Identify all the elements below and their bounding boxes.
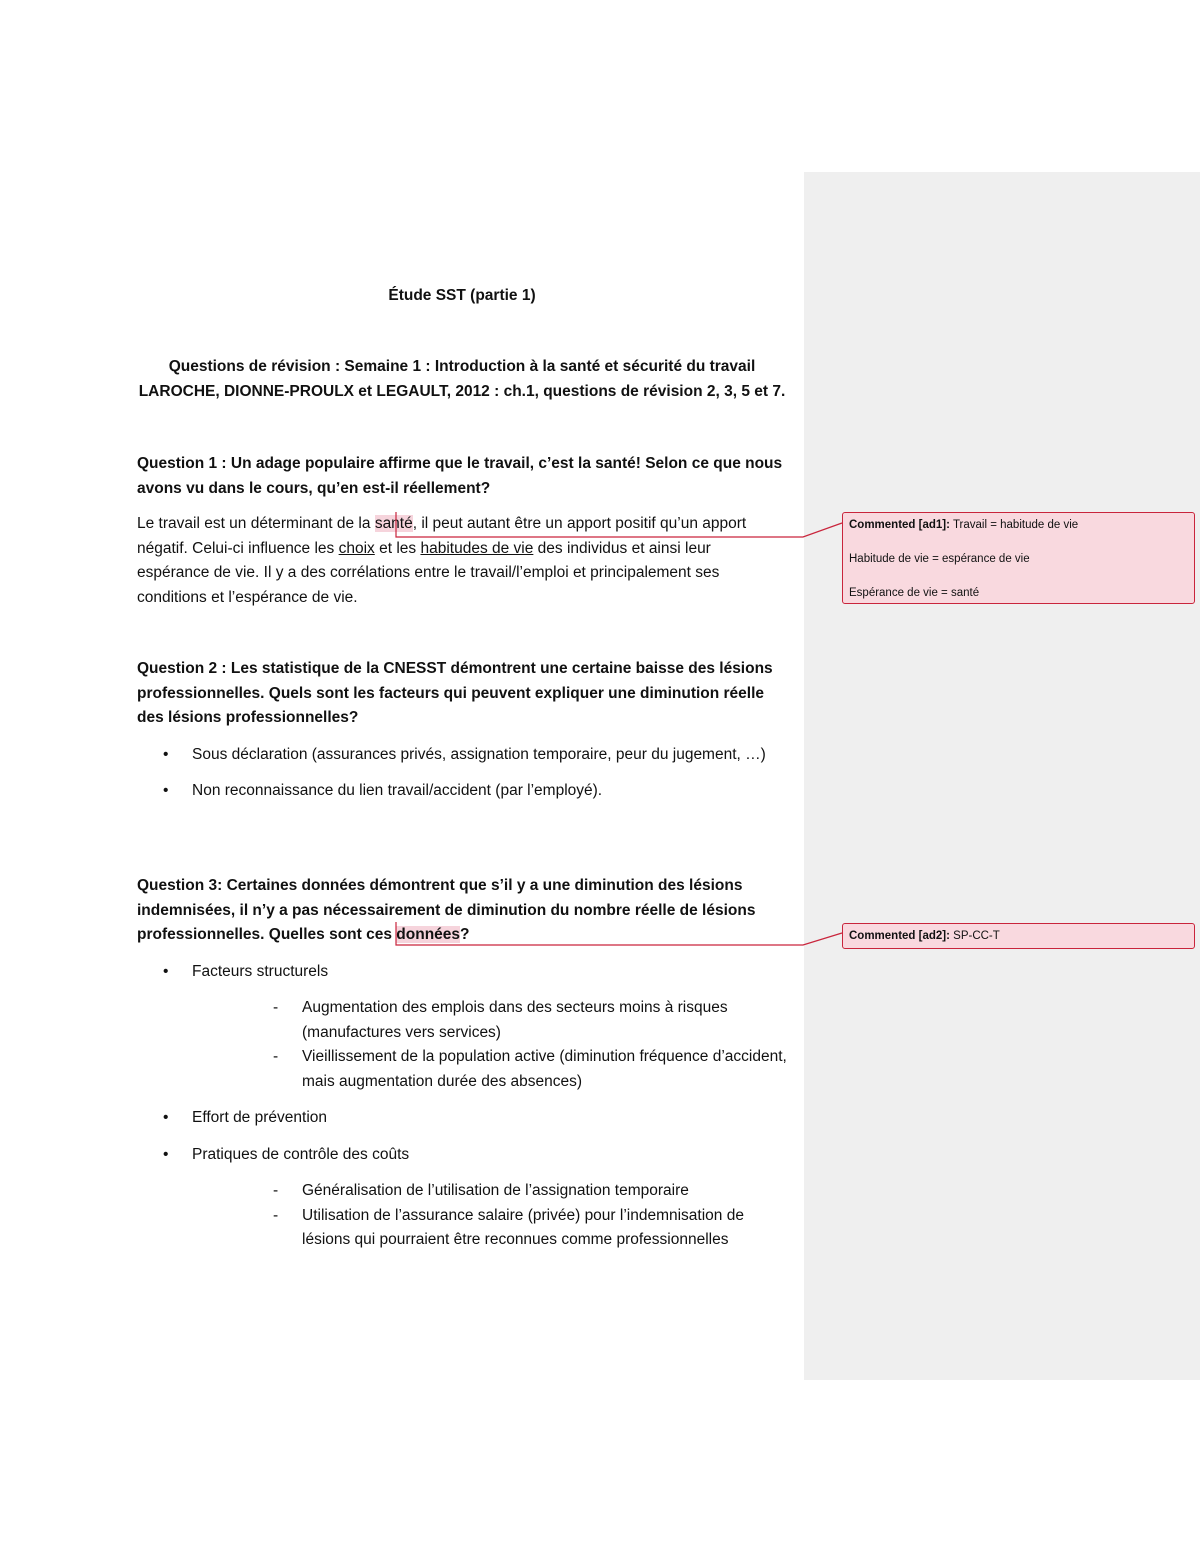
answer-1-text-a: Le travail est un déterminant de la (137, 515, 375, 532)
comment-anchor-ad1[interactable]: santé (374, 515, 413, 532)
comment-text: SP-CC-T (953, 930, 1000, 942)
list-item: • Facteurs structurels (137, 960, 787, 985)
comment-text: Travail = habitude de vie (952, 519, 1079, 531)
document-title: Étude SST (partie 1) (388, 287, 536, 304)
question-3-text-a: Question 3: Certaines données démontrent que s’il y a une diminution des lésions indemnisées, il n’y a pas nécessairement de diminution du nombre réelle de lésions professionnelles. Quelles sont ces (137, 877, 756, 943)
list-item: - Vieillissement de la population active (diminution fréquence d’accident, mais augmentation durée des absences) (137, 1045, 787, 1094)
list-item: • Non reconnaissance du lien travail/accident (par l’employé). (137, 779, 787, 804)
comment-label: Commented [ad2]: (849, 930, 950, 942)
list-item: - Généralisation de l’utilisation de l’assignation temporaire (137, 1179, 787, 1204)
comment-label: Commented [ad1]: (849, 519, 950, 531)
comment-text: Habitude de vie = espérance de vie (849, 553, 1030, 565)
answer-1-underlined-habitudes: habitudes de vie (420, 539, 534, 557)
comment-anchor-ad2[interactable]: données (396, 926, 461, 943)
list-item: • Pratiques de contrôle des coûts (137, 1143, 787, 1168)
subtitle-line-2: LAROCHE, DIONNE-PROULX et LEGAULT, 2012 : ch.1, questions de révision 2, 3, 5 et 7. (138, 382, 786, 400)
answer-1-text-d: des individus et ainsi leur espérance de vie. Il y a des corrélations entre le travail/l’emploi et principalement ses conditions et l’espérance de vie. (137, 539, 720, 606)
question-3-text-b: ? (460, 926, 470, 943)
comment-connector-ad1 (396, 512, 842, 537)
comment-ad1[interactable] (842, 512, 1195, 604)
question-2: Question 2 : Les statistique de la CNESST démontrent une certaine baisse des lésions professionnelles. Quels sont les facteurs qui peuvent expliquer une diminution réelle des lésions professionnelles? (137, 660, 773, 726)
list-item: - Utilisation de l’assurance salaire (privée) pour l’indemnisation de lésions qui pourraient être reconnues comme professionnelles (137, 1204, 787, 1253)
comment-text: Espérance de vie = santé (849, 587, 980, 599)
subtitle-line-1: Questions de révision : Semaine 1 : Introduction à la santé et sécurité du travail (168, 358, 756, 375)
answer-1-underlined-choix: choix (338, 539, 375, 557)
comment-ad2[interactable] (842, 923, 1195, 949)
question-1: Question 1 : Un adage populaire affirme que le travail, c’est la santé! Selon ce que nous avons vu dans le cours, qu’en est-il réellement? (137, 455, 783, 497)
list-item: • Effort de prévention (137, 1106, 787, 1131)
list-item: - Augmentation des emplois dans des secteurs moins à risques (manufactures vers services) (137, 996, 787, 1045)
list-item: • Sous déclaration (assurances privés, assignation temporaire, peur du jugement, …) (137, 743, 787, 768)
answer-1-text-b: , il peut autant être un apport positif qu’un apport négatif. Celui-ci influence les (137, 515, 747, 557)
comment-connector-ad2 (396, 922, 842, 945)
answer-1-text-c: et les (374, 539, 421, 557)
